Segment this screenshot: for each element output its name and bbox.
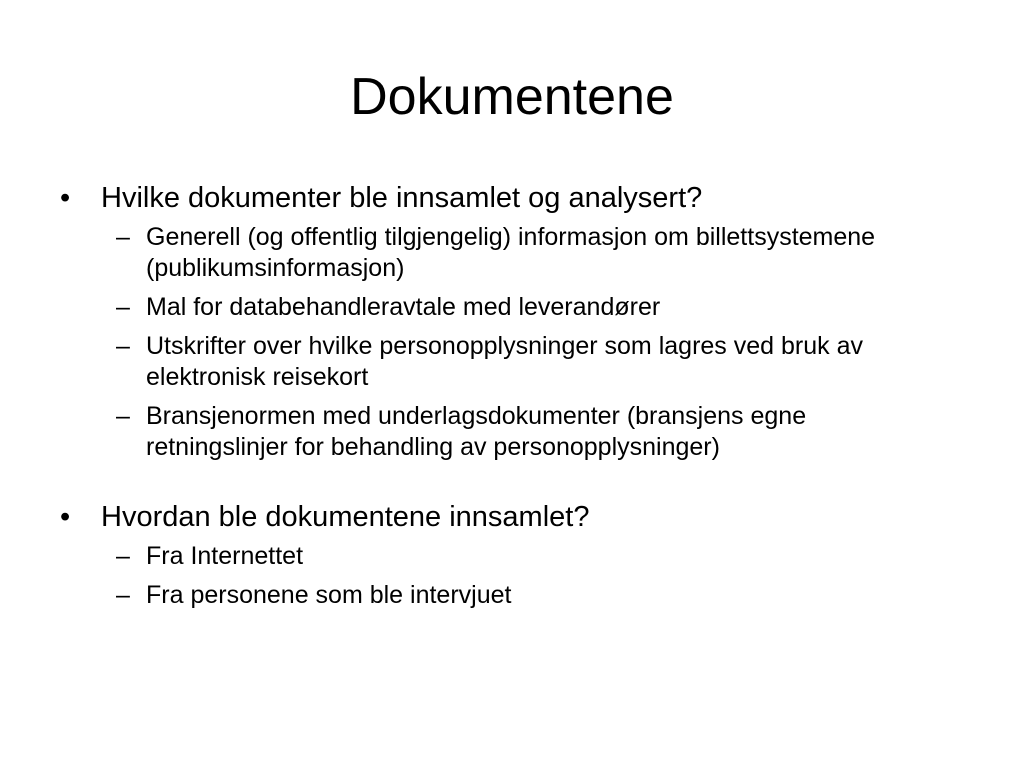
sub-bullet-item [116,222,936,284]
sub-bullet-item [116,541,936,572]
bullet-item [60,497,960,537]
sub-bullet-text: Fra personene som ble intervjuet [146,581,512,609]
dash-icon: – [116,542,130,570]
dash-icon: – [116,332,130,360]
sub-bullet-item [116,580,936,611]
sub-bullet-list [116,222,960,463]
sub-bullet-text: Generell (og offentlig tilgjengelig) informasjon om billettsystemene (publikumsinformasjon) [146,223,876,282]
sub-bullet-text: Fra Internettet [146,542,304,570]
bullet-icon: • [60,501,71,533]
sub-bullet-item [116,331,936,393]
sub-bullet-text: Bransjenormen med underlagsdokumenter (bransjens egne retningslinjer for behandling av personopplysninger) [146,402,807,461]
dash-icon: – [116,402,130,430]
sub-bullet-text: Utskrifter over hvilke personopplysninger som lagres ved bruk av elektronisk reisekort [146,332,863,391]
sub-bullet-text: Mal for databehandleravtale med leverandører [146,293,661,321]
slide-content [60,178,960,619]
dash-icon: – [116,293,130,321]
sub-bullet-item [116,401,936,463]
sub-bullet-item [116,292,936,323]
slide-title: Dokumentene [350,68,674,126]
sub-bullet-list [116,541,960,611]
bullet-group-1 [60,178,960,463]
bullet-icon: • [60,182,71,214]
dash-icon: – [116,223,130,251]
bullet-item [60,178,960,218]
dash-icon: – [116,581,130,609]
bullet-text: Hvordan ble dokumentene innsamlet? [101,501,590,533]
bullet-text: Hvilke dokumenter ble innsamlet og analysert? [101,182,703,214]
bullet-group-2 [60,497,960,611]
